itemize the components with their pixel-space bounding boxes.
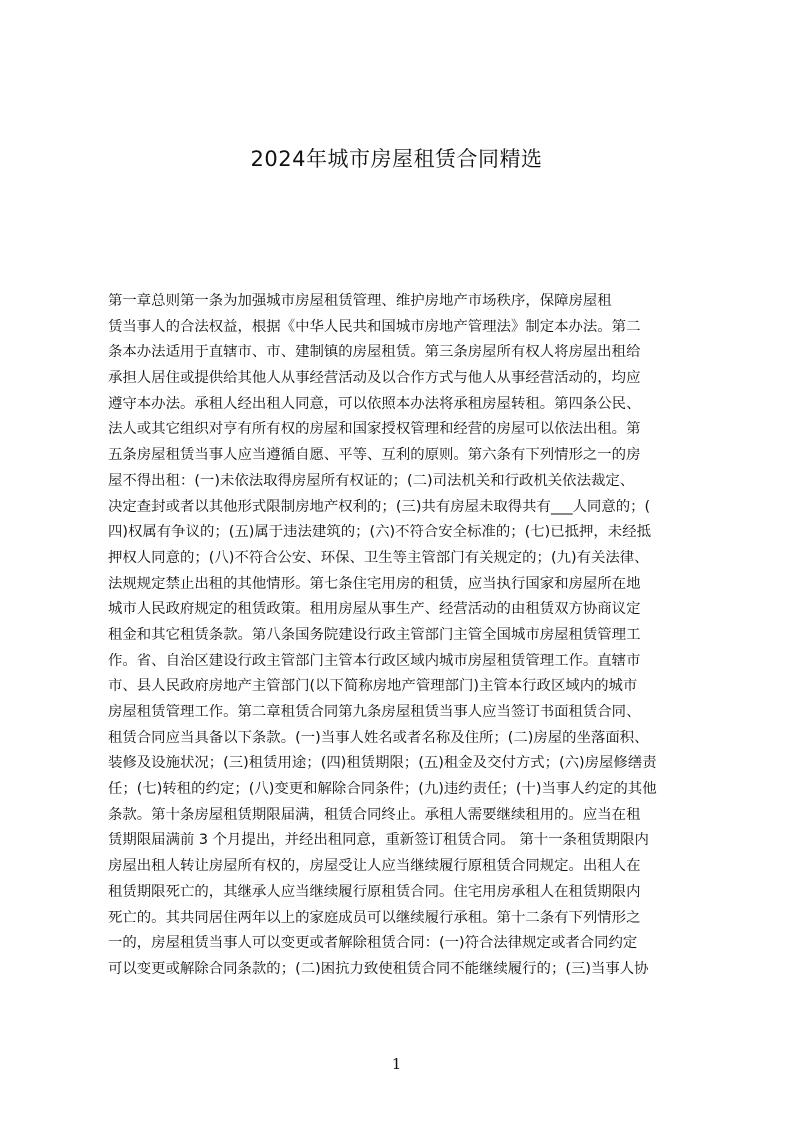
text-line: 屋不得出租：(一)未依法取得房屋所有权证的；(二)司法机关和行政机关依法裁定、 xyxy=(108,472,635,489)
text-line: 租赁期限死亡的，其继承人应当继续履行原租赁合同。住宅用房承租人在租赁期限内 xyxy=(108,883,641,900)
text-line: 法规规定禁止出租的其他情形。第七条住宅用房的租赁，应当执行国家和房屋所在地 xyxy=(108,575,641,592)
text-line: 决定查封或者以其他形式限制房地产权利的；(三)共有房屋未取得共有___人同意的；( xyxy=(108,498,651,515)
body-text xyxy=(108,289,698,983)
text-line: 第一章总则第一条为加强城市房屋租赁管理、维护房地产市场秩序，保障房屋租 xyxy=(108,293,612,309)
text-line: 死亡的。其共同居住两年以上的家庭成员可以继续履行承租。第十二条有下列情形之 xyxy=(108,909,641,926)
text-line: 一的，房屋租赁当事人可以变更或者解除租赁合同：(一)符合法律规定或者合同约定 xyxy=(108,935,638,952)
text-line: 可以变更或解除合同条款的；(二)困抗力致使租赁合同不能继续履行的；(三)当事人协 xyxy=(108,960,649,977)
text-line: 租赁合同应当具备以下条款。(一)当事人姓名或者名称及住所；(二)房屋的坐落面积、 xyxy=(108,729,649,746)
text-line: 赁当事人的合法权益，根据《中华人民共和国城市房地产管理法》制定本办法。第二 xyxy=(108,318,641,335)
text-line: 押权人同意的；(八)不符合公安、环保、卫生等主管部门有关规定的；(九)有关法律、 xyxy=(108,549,649,566)
text-line: 四)权属有争议的；(五)属于违法建筑的；(六)不符合安全标准的；(七)已抵押，未经抵 xyxy=(108,524,651,541)
text-line: 城市人民政府规定的租赁政策。租用房屋从事生产、经营活动的由租赁双方协商议定 xyxy=(108,601,641,618)
text-line: 法人或其它组织对亨有所有权的房屋和国家授权管理和经营的房屋可以依法出租。第 xyxy=(108,421,641,438)
text-line: 条本办法适用于直辖市、市、建制镇的房屋租赁。第三条房屋所有权人将房屋出租给 xyxy=(108,344,641,361)
text-line: 作。省、自治区建设行政主管部门主管本行政区域内城市房屋租赁管理工作。直辖市 xyxy=(108,652,641,669)
text-line: 赁期限届满前 3 个月提出，并经出租同意，重新签订租赁合同。 第十一条租赁期限内 xyxy=(108,832,649,849)
text-line: 条款。第十条房屋租赁期限届满，租赁合同终止。承租人需要继续租用的。应当在租 xyxy=(108,806,641,823)
text-line: 遵守本办法。承租人经出租人同意，可以依照本办法将承租房屋转租。第四条公民、 xyxy=(108,395,641,412)
text-line: 承担人居住或提供给其他人从事经营活动及以合作方式与他人从事经营活动的，均应 xyxy=(108,370,641,387)
text-line: 任；(七)转租的约定；(八)变更和解除合同条件；(九)违约责任；(十)当事人约定的其他 xyxy=(108,781,657,798)
text-line: 装修及设施状况；(三)租赁用途；(四)租赁期限；(五)租金及交付方式；(六)房屋修缮责 xyxy=(108,755,657,772)
text-line: 市、县人民政府房地产主管部门(以下简称房地产管理部门)主管本行政区域内的城市 xyxy=(108,678,638,695)
text-line: 五条房屋租赁当事人应当遵循自愿、平等、互利的原则。第六条有下列情形之一的房 xyxy=(108,447,641,464)
text-line: 房屋租赁管理工作。第二章租赁合同第九条房屋租赁当事人应当签订书面租赁合同、 xyxy=(108,704,641,720)
page-number: 1 xyxy=(391,1055,402,1073)
text-line: 房屋出租人转让房屋所有权的，房屋受让人应当继续履行原租赁合同规定。出租人在 xyxy=(108,858,641,875)
page-title: 2024年城市房屋租赁合同精选 xyxy=(250,147,543,171)
text-line: 租金和其它租赁条款。第八条国务院建设行政主管部门主管全国城市房屋租赁管理工 xyxy=(108,626,641,643)
